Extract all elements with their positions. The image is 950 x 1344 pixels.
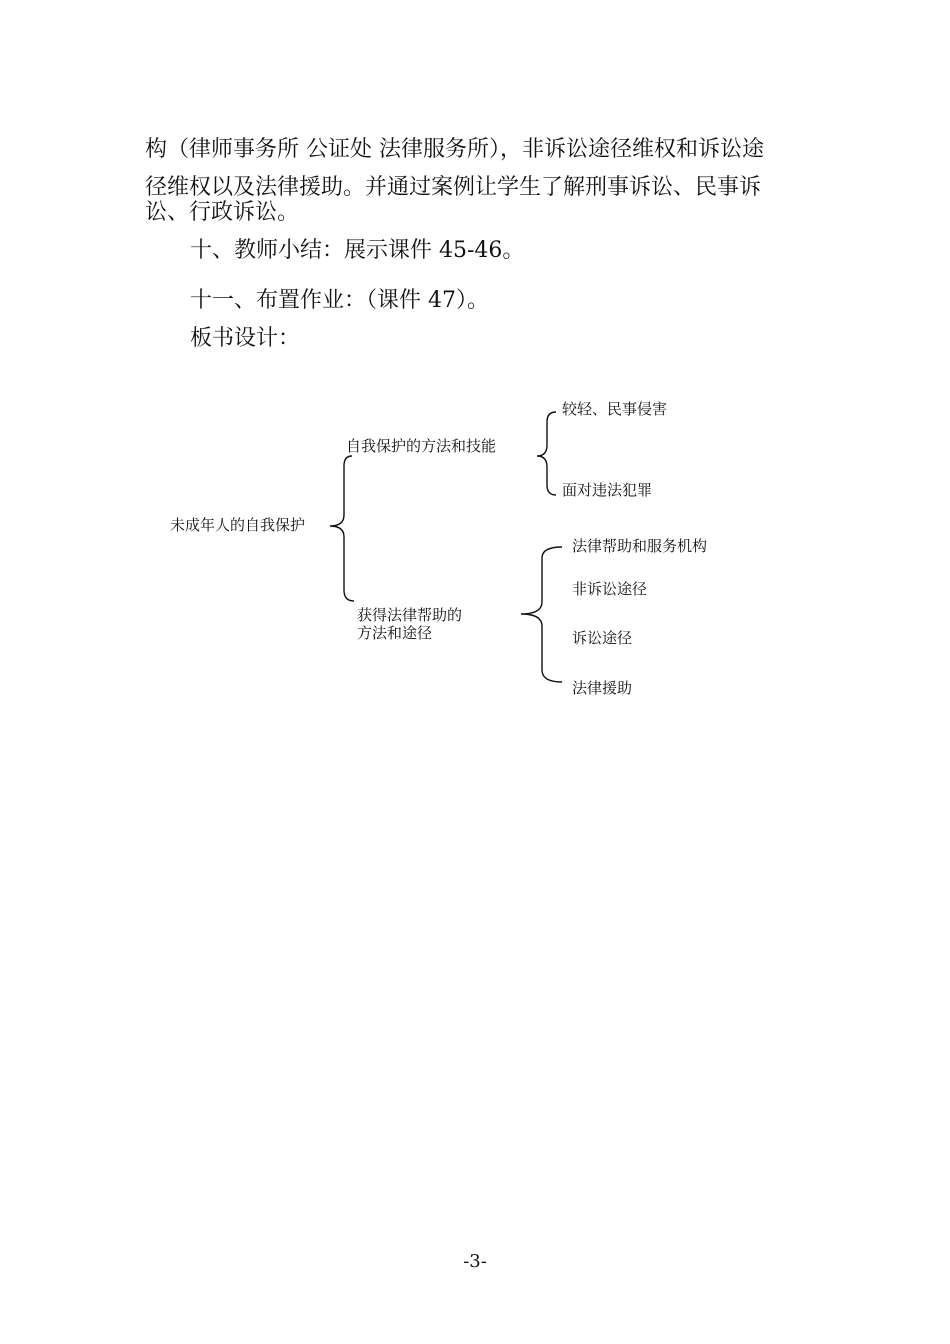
page-number: -3- — [463, 1251, 487, 1272]
paragraph-line: 讼、行政诉讼。 — [145, 200, 300, 225]
branch2-item: 非诉讼途径 — [572, 580, 648, 598]
branch1-brace — [537, 412, 556, 495]
paragraph-line: 径维权以及法律援助。并通过案例让学生了解刑事诉讼、民事诉 — [145, 175, 762, 200]
branch2-label-line2: 方法和途径 — [357, 624, 433, 642]
branch2-item: 法律援助 — [572, 679, 633, 697]
branch1-label: 自我保护的方法和技能 — [346, 437, 497, 455]
branch1-item: 较轻、民事侵害 — [562, 400, 668, 418]
root-brace — [330, 456, 354, 601]
board-design-heading: 板书设计： — [190, 326, 301, 351]
paragraph-line: 构（律师事务所 公证处 法律服务所），非诉讼途径维权和诉讼途 — [145, 137, 764, 162]
branch2-item: 诉讼途径 — [572, 629, 633, 647]
branch2-item: 法律帮助和服务机构 — [572, 537, 708, 555]
branch2-label-line1: 获得法律帮助的 — [357, 606, 463, 624]
root-node-label: 未成年人的自我保护 — [170, 516, 306, 534]
homework-assignment: 十一、布置作业：（课件 47）。 — [190, 288, 489, 313]
branch1-item: 面对违法犯罪 — [562, 481, 653, 499]
branch2-brace — [521, 547, 562, 682]
teacher-summary: 十、教师小结：展示课件 45-46。 — [190, 238, 525, 263]
